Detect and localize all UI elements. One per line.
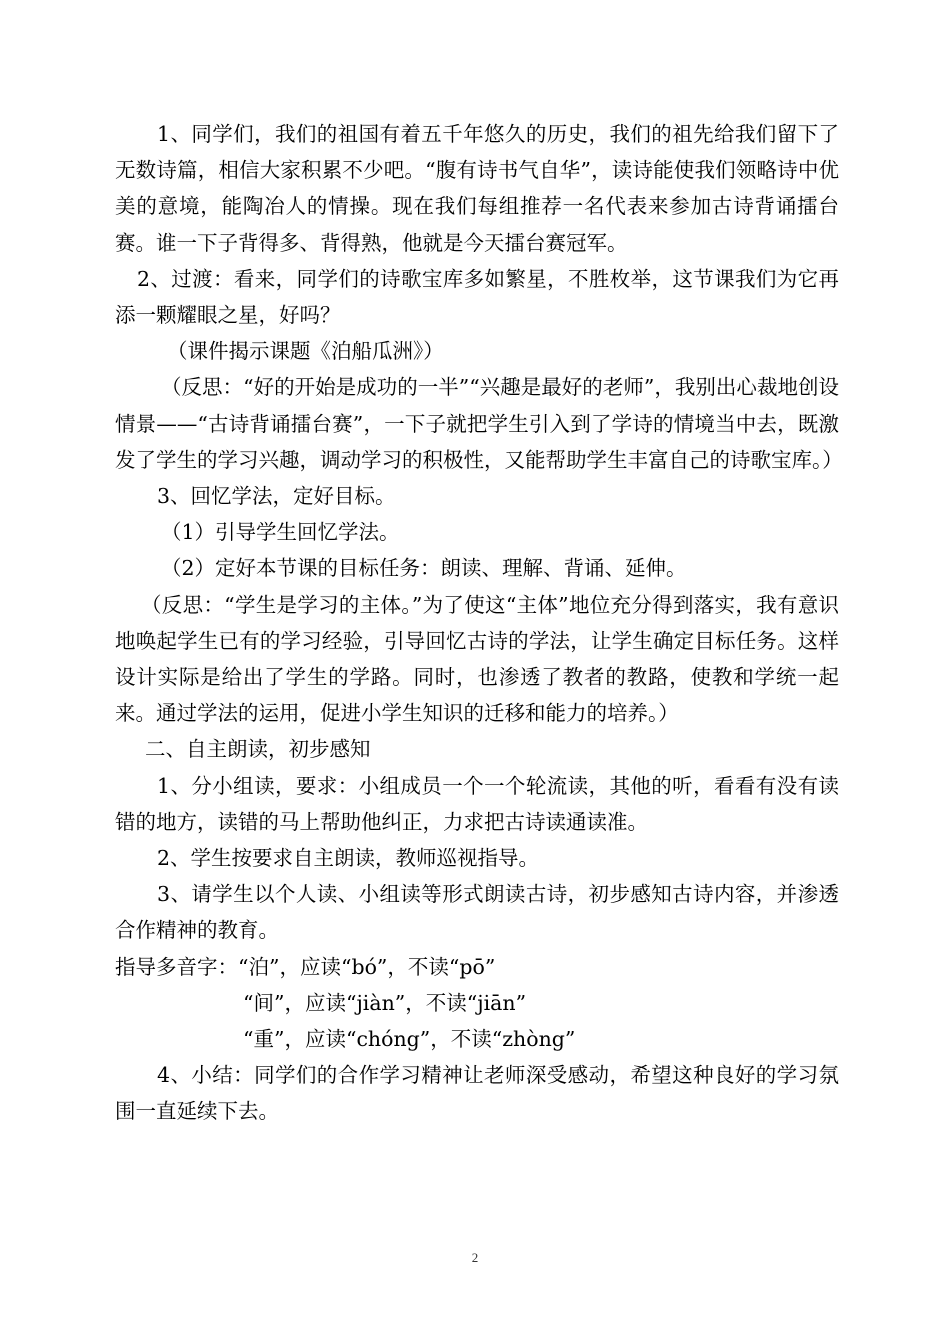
paragraph-polyphone-3: “重”，应读“chóng”，不读“zhòng”: [243, 1027, 576, 1052]
paragraph-transition: 2、过渡：看来，同学们的诗歌宝库多如繁星，不胜枚举，这节课我们为它再添一颗耀眼之星，好吗？: [115, 266, 839, 328]
paragraph-reading-forms: 3、请学生以个人读、小组读等形式朗读古诗，初步感知古诗内容，并渗透合作精神的教育。: [115, 882, 839, 943]
paragraph-reflection-2: （反思：“学生是学习的主体。”为了使这“主体”地位充分得到落实，我有意识地唤起学生已有的学习经验，引导回忆古诗的学法，让学生确定目标任务。这样设计实际是给出了学生的学路。同时，也渗透了教者的教路，使教和学统一起来。通过学法的运用，促进小学生知识的迁移和能力的培养。）: [115, 592, 839, 726]
section-heading-self-reading: 二、自主朗读，初步感知: [145, 737, 371, 762]
paragraph-group-reading: 1、分小组读，要求：小组成员一个一个轮流读，其他的听，看看有没有读错的地方，读错的马上帮助他纠正，力求把古诗读通读准。: [115, 773, 839, 834]
paragraph-step-1: （1）引导学生回忆学法。: [161, 520, 400, 545]
paragraph-lesson-title: （课件揭示课题《泊船瓜洲》）: [167, 339, 444, 364]
paragraph-reflection-1: （反思：“好的开始是成功的一半”“兴趣是最好的老师”，我别出心裁地创设情景——“古诗背诵擂台赛”，一下子就把学生引入到了学诗的情境当中去，既激发了学生的学习兴趣，调动学习的积极性，又能帮助学生丰富自己的诗歌宝库。）: [115, 375, 843, 472]
paragraph-polyphone-1: 指导多音字：“泊”，应读“bó”，不读“pō”: [115, 954, 496, 979]
paragraph-self-reading: 2、学生按要求自主朗读，教师巡视指导。: [157, 846, 540, 871]
paragraph-step-2: （2）定好本节课的目标任务：朗读、理解、背诵、延伸。: [161, 556, 687, 581]
paragraph-recall-methods: 3、回忆学法，定好目标。: [157, 484, 396, 509]
paragraph-intro-poetry-contest: 1、同学们，我们的祖国有着五千年悠久的历史，我们的祖先给我们留下了无数诗篇，相信大家积累不少吧。“腹有诗书气自华”，读诗能使我们领略诗中优美的意境，能陶冶人的情操。现在我们每组推荐一名代表来参加古诗背诵擂台赛。谁一下子背得多、背得熟，他就是今天擂台赛冠军。: [115, 122, 839, 255]
paragraph-summary: 4、小结：同学们的合作学习精神让老师深受感动，希望这种良好的学习氛围一直延续下去。: [115, 1063, 839, 1124]
page-number: 2: [471, 1250, 479, 1265]
document-body: [115, 116, 843, 1130]
paragraph-polyphone-2: “间”，应读“jiàn”，不读“jiān”: [243, 990, 527, 1015]
